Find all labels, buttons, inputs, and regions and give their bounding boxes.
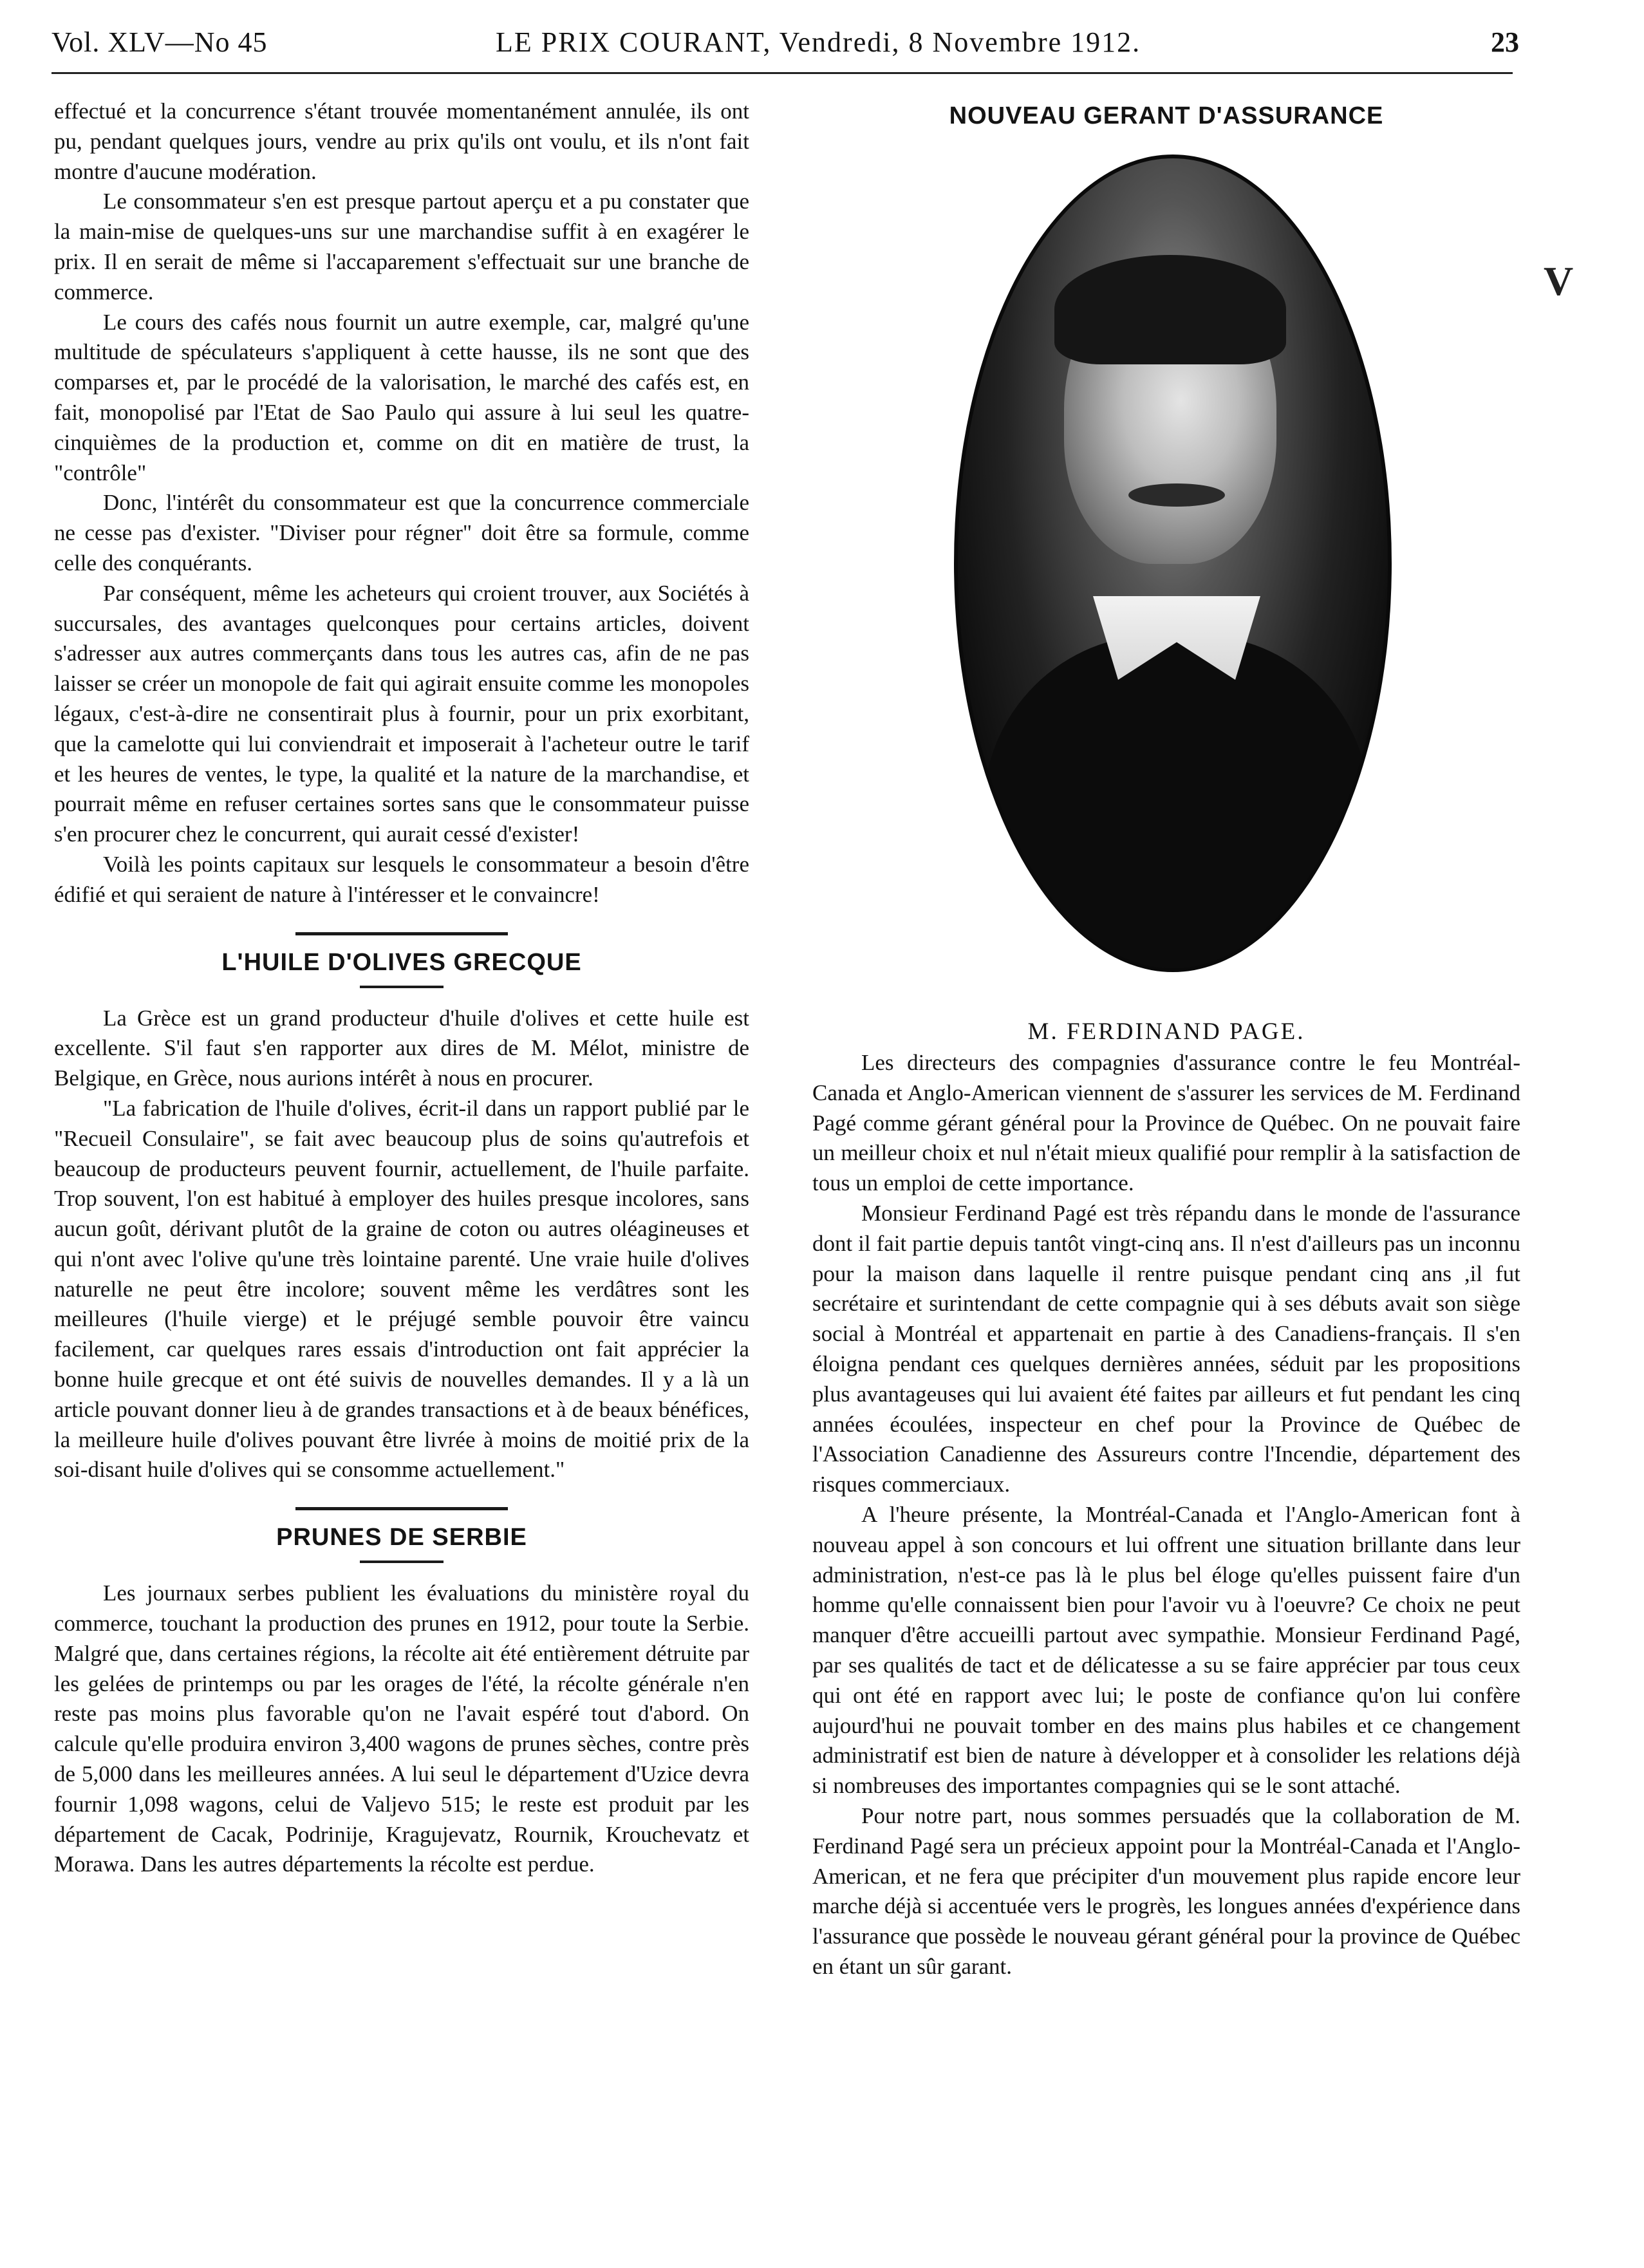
- photo-caption: M. FERDINAND PAGE.: [1027, 1018, 1305, 1045]
- portrait-block: [812, 97, 1520, 1045]
- moustache-shape: [1128, 483, 1225, 507]
- header-rule: [51, 72, 1513, 74]
- paragraph: Voilà les points capitaux sur lesquels le consommateur a besoin d'être édifié et qui seraient de nature à l'intéresser et le convaincre!: [54, 851, 749, 907]
- hair-shape: [1054, 255, 1286, 364]
- paragraph: effectué et la concurrence s'étant trouvée momentanément annulée, ils ont pu, pendant quelques jours, vendre au prix qu'ils ont voulu, et ils n'ont fait montre d'aucune modération.: [54, 98, 749, 184]
- section-title-olive-oil: L'HUILE D'OLIVES GRECQUE: [221, 948, 582, 976]
- volume-number: Vol. XLV—No 45: [51, 26, 268, 58]
- left-column: [54, 97, 749, 1880]
- paragraph: A l'heure présente, la Montréal-Canada et l'Anglo-American font à nouveau appel à son concours et lui offrent une situation brillante dans leur administration, n'est-ce pas là le plus bel éloge qu'elles puissent faire d'un homme qu'elle connaissent bien pour l'avoir vu à l'oeuvre? Ce choix ne peut manquer d'être accueilli partout avec sympathie. Monsieur Ferdinand Pagé, par ses qualités de tact et de délicatesse a su se faire apprécier par tous ceux qui ont été en rapport avec lui; le poste de confiance qu'on lui confère aujourd'hui ne pouvait tomber en des mains plus habiles et ce changement administratif est bien de nature à développer et à consolider les relations déjà si nombreuses des importantes compagnies qui se le sont attaché.: [812, 1501, 1520, 1799]
- coat-shape: [984, 635, 1370, 972]
- page-header: [51, 26, 1519, 64]
- paragraph: Le cours des cafés nous fournit un autre exemple, car, malgré qu'une multitude de spéculateurs s'appliquent à cette hausse, ils ne sont que des comparses et, par le procédé de la valorisation, le marché des cafés est, en fait, monopolisé par l'Etat de Sao Paulo qui assure à lui seul les quatre-cinquièmes de la production et, comme on dit en matière de trust, la "contrôle": [54, 309, 749, 485]
- paragraph: "La fabrication de l'huile d'olives, écrit-il dans un rapport publié par le "Recueil Consulaire", se fait avec beaucoup plus de soins qu'autrefois et beaucoup de producteurs peuvent fournir, actuellement, de l'huile parfaite. Trop souvent, l'on est habitué à employer des huiles presque incolores, sans aucun goût, dérivant plutôt de la graine de coton ou autres oléagineuses et qui n'ont avec l'olive qu'une très lointaine parenté. Une vraie huile d'olives naturelle ne peut être incolore; souvent même les verdâtres sont les meilleures (l'huile vierge) et le préjugé semble pouvoir être vaincu facilement, car quelques rares essais d'introduction ont fait apprécier la bonne huile grecque et ont été suivis de nouvelles demandes. Il y a là un article pouvant donner lieu à de grandes transactions et à de beaux bénéfices, la meilleure huile d'olives pouvant être livrée à moins de moitié prix de la soi-disant huile d'olives qui se consomme actuellement.": [54, 1095, 749, 1483]
- paragraph: Donc, l'intérêt du consommateur est que la concurrence commerciale ne cesse pas d'exister. "Diviser pour régner" doit être sa formule, comme celle des conquérants.: [54, 490, 749, 576]
- paragraph: Les directeurs des compagnies d'assurance contre le feu Montréal-Canada et Anglo-American viennent de s'assurer les services de M. Ferdinand Pagé comme gérant général pour la Province de Québec. On ne pouvait faire un meilleur choix et nul n'était mieux qualifié pour remplir à la satisfaction de tous un emploi de cette importance.: [812, 1050, 1520, 1196]
- paragraph: Pour notre part, nous sommes persuadés que la collaboration de M. Ferdinand Pagé sera un précieux appoint pour la Montréal-Canada et l'Anglo-American, et ne fera que précipiter d'un mouvement plus rapide encore leur marche déjà si accentuée vers le progrès, les longues années d'expérience dans l'assurance que possède le nouveau gérant général pour la province de Québec en étant un sûr garant.: [812, 1803, 1520, 1979]
- page-number: 23: [1491, 26, 1519, 58]
- margin-handwritten-mark: V: [1544, 258, 1574, 304]
- portrait-photo: [954, 155, 1392, 972]
- paragraph: Monsieur Ferdinand Pagé est très répandu dans le monde de l'assurance dont il fait partie depuis tantôt vingt-cinq ans. Il n'est d'ailleurs pas un inconnu pour la maison dans laquelle il rentre puisque pendant cinq ans ,il fut secrétaire et surintendant de cette compagnie qui à ses débuts avait son siège social à Montréal et appartenait en partie à des Canadiens-français. Il s'en éloigna pendant ces quelques dernières années, séduit par les propositions plus avantageuses qui lui avaient été faites par ailleurs et fut pendant les cinq années écoulées, inspecteur en chef pour la Province de Québec de l'Association Canadienne des Assureurs contre l'Incendie, département des risques commerciaux.: [812, 1200, 1520, 1497]
- paragraph: Par conséquent, même les acheteurs qui croient trouver, aux Sociétés à succursales, des avantages quelconques pour certains articles, doivent s'adresser aux autres commerçants dans tous les autres cas, afin de ne pas laisser se créer un monopole de fait qui agirait ensuite comme les monopoles légaux, c'est-à-dire ne consentirait plus à fournir, pour un prix exorbitant, que la camelotte qui lui conviendrait et imposerait à l'acheteur outre le tarif et les heures de ventes, le type, la qualité et la nature de la marchandise, et pourrait même en refuser certaines sortes sans que le consommateur puisse s'en procurer chez le concurrent, qui aurait cessé d'exister!: [54, 580, 749, 847]
- section-title-serbian-prunes: PRUNES DE SERBIE: [276, 1524, 527, 1551]
- newspaper-title: LE PRIX COURANT, Vendredi, 8 Novembre 1912.: [496, 26, 1141, 58]
- section-title-insurance-manager: NOUVEAU GERANT D'ASSURANCE: [949, 102, 1384, 129]
- paragraph: La Grèce est un grand producteur d'huile d'olives et cette huile est excellente. S'il faut s'en rapporter aux dires de M. Mélot, ministre de Belgique, en Grèce, nous aurions intérêt à nous en procurer.: [54, 1005, 749, 1091]
- paragraph: Les journaux serbes publient les évaluations du ministère royal du commerce, touchant la production des prunes en 1912, pour toute la Serbie. Malgré que, dans certaines régions, la récolte ait été entièrement détruite par les gelées de printemps ou par les orages de l'été, la récolte générale n'en reste pas moins plus favorable qu'on ne l'avait espéré tout d'abord. On calcule qu'elle produira environ 3,400 wagons de prunes sèches, contre près de 5,000 dans les meilleures années. A lui seul le département d'Uzice devra fournir 1,098 wagons, celui de Valjevo 515; le reste est produit par les département de Cacak, Podrinije, Kragujevatz, Rournik, Krouchevatz et Morawa. Dans les autres départements la récolte est perdue.: [54, 1580, 749, 1877]
- right-column: [812, 97, 1520, 1982]
- paragraph: Le consommateur s'en est presque partout aperçu et a pu constater que la main-mise de quelques-uns sur une marchandise suffit à en exagérer le prix. Il en serait de même si l'accaparement s'effectuait sur une branche de commerce.: [54, 189, 749, 305]
